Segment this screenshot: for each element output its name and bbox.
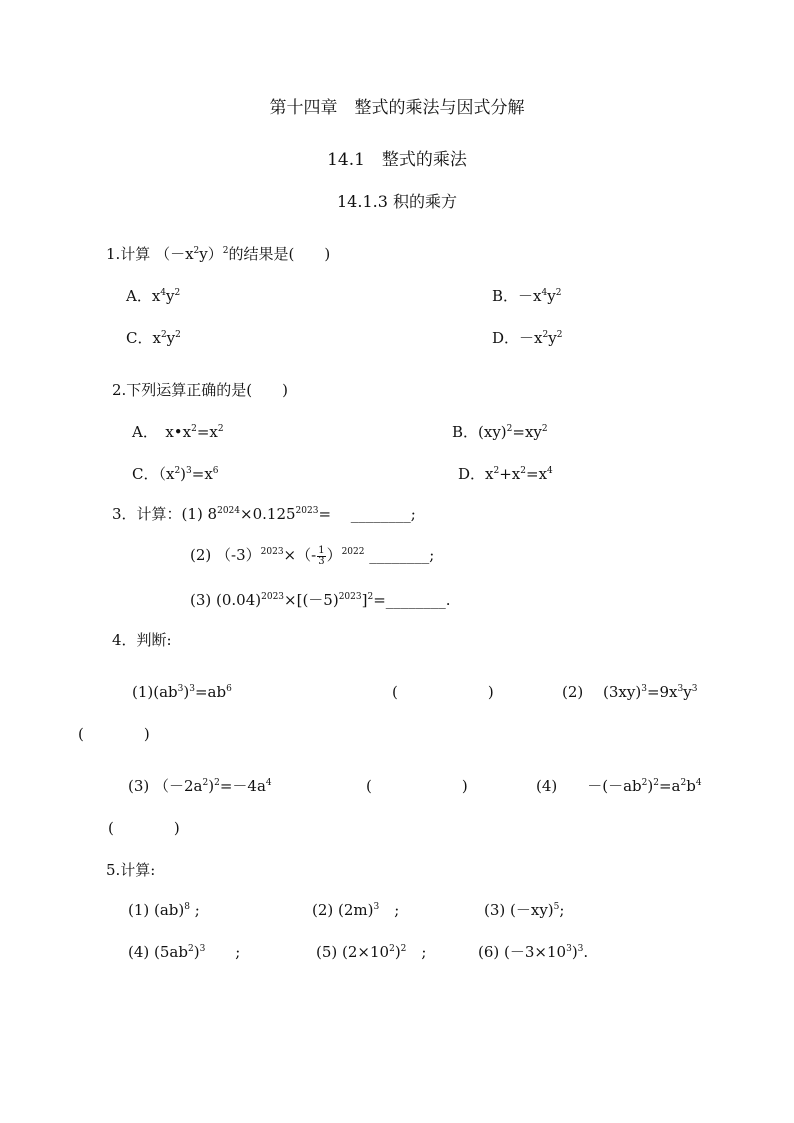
text-run: +x bbox=[499, 465, 521, 483]
q5-item-4 bbox=[128, 942, 240, 962]
superscript: 3 bbox=[189, 684, 195, 694]
superscript: 2 bbox=[222, 246, 229, 256]
superscript: 2 bbox=[400, 944, 407, 954]
superscript: 2023 bbox=[261, 592, 285, 602]
fraction-denominator: 3 bbox=[318, 555, 325, 567]
text-run: ; bbox=[205, 943, 241, 961]
q5-item-2 bbox=[312, 900, 399, 920]
text-run: 1.计算 （－x bbox=[106, 245, 194, 263]
superscript: 2 bbox=[542, 330, 549, 340]
text-run: ; bbox=[559, 901, 565, 919]
text-run: y） bbox=[199, 245, 223, 263]
superscript: 3 bbox=[199, 944, 206, 954]
text-run: =－4a bbox=[219, 777, 266, 795]
section-title: 14.1 整式的乘法 bbox=[327, 150, 467, 170]
superscript: 2022 bbox=[341, 547, 365, 557]
q5-item-3 bbox=[484, 900, 564, 920]
q4-item-2 bbox=[562, 682, 697, 702]
superscript: 2 bbox=[541, 424, 548, 434]
superscript: 2 bbox=[174, 288, 181, 298]
text-run: C．x bbox=[126, 329, 161, 347]
superscript: 2024 bbox=[217, 506, 241, 516]
superscript: 4 bbox=[265, 778, 272, 788]
superscript: 4 bbox=[541, 288, 548, 298]
text-run: . bbox=[583, 943, 589, 961]
q5-item-5 bbox=[316, 942, 426, 962]
superscript: 3 bbox=[641, 684, 647, 694]
superscript: 3 bbox=[373, 902, 380, 912]
text-run: =a bbox=[658, 777, 681, 795]
q5-item-6 bbox=[478, 942, 588, 962]
superscript: 2023 bbox=[260, 547, 284, 557]
superscript: 2 bbox=[520, 466, 526, 476]
superscript: 2 bbox=[214, 778, 220, 788]
text-run: ） bbox=[326, 546, 342, 564]
fraction-one-third bbox=[317, 546, 325, 567]
text-run: (2) (2m) bbox=[312, 901, 374, 919]
superscript: 2 bbox=[367, 592, 374, 602]
text-run: y bbox=[166, 287, 175, 305]
superscript: 8 bbox=[184, 902, 190, 912]
text-run: =x bbox=[196, 423, 218, 441]
q3-part-1 bbox=[112, 504, 416, 524]
text-run: ×0.125 bbox=[240, 505, 296, 523]
q2-option-d bbox=[458, 464, 553, 484]
text-run: B．－x bbox=[492, 287, 542, 305]
text-run: ) bbox=[193, 943, 200, 961]
q2-option-b bbox=[452, 422, 548, 442]
text-run: (1)(ab bbox=[132, 683, 178, 701]
q1-option-d bbox=[492, 328, 562, 348]
text-run: (2) (3xy) bbox=[562, 683, 642, 701]
text-run: 3．计算：(1) 8 bbox=[112, 505, 218, 523]
superscript: 2 bbox=[174, 466, 181, 476]
text-run: ×[(－5) bbox=[284, 591, 339, 609]
q3-part-2 bbox=[190, 545, 434, 567]
superscript: 2 bbox=[389, 944, 395, 954]
superscript: 2 bbox=[191, 424, 197, 434]
text-run: A． x•x bbox=[132, 423, 192, 441]
superscript: 2 bbox=[680, 778, 687, 788]
text-run: (2) （-3） bbox=[190, 546, 261, 564]
text-run: =x bbox=[526, 465, 548, 483]
q4-title: 4．判断: bbox=[112, 631, 172, 649]
text-run: (3) （－2a bbox=[128, 777, 203, 795]
superscript: 3 bbox=[577, 944, 584, 954]
text-run: (3) (0.04) bbox=[190, 591, 262, 609]
q3-part-2-post bbox=[327, 546, 435, 564]
text-run: (6) (－3×10 bbox=[478, 943, 567, 961]
text-run: D．－x bbox=[492, 329, 543, 347]
superscript: 4 bbox=[547, 466, 553, 476]
text-run: b bbox=[686, 777, 696, 795]
text-run: y bbox=[683, 683, 692, 701]
q1-stem bbox=[106, 244, 330, 264]
text-run: ) bbox=[571, 943, 578, 961]
q5-title: 5.计算: bbox=[106, 861, 156, 879]
text-run: y bbox=[548, 329, 557, 347]
text-run: y bbox=[547, 287, 556, 305]
q4-item-4-answer: ( ) bbox=[108, 819, 180, 837]
q1-option-c bbox=[126, 328, 181, 348]
text-run: ) bbox=[647, 777, 654, 795]
q3-part-3 bbox=[190, 590, 451, 610]
superscript: 2 bbox=[506, 424, 513, 434]
superscript: 2 bbox=[217, 424, 224, 434]
superscript: 6 bbox=[226, 684, 232, 694]
q1-option-b bbox=[492, 286, 561, 306]
superscript: 5 bbox=[553, 902, 560, 912]
text-run: =9x bbox=[646, 683, 678, 701]
superscript: 2023 bbox=[295, 506, 319, 516]
text-run: =xy bbox=[512, 423, 542, 441]
text-run: ×（- bbox=[283, 546, 317, 564]
text-run: 的结果是( ) bbox=[228, 245, 331, 263]
text-run: y bbox=[166, 329, 176, 347]
fraction-numerator: 1 bbox=[318, 544, 325, 556]
text-run: ; bbox=[406, 943, 427, 961]
q2-stem: 2.下列运算正确的是( ) bbox=[112, 381, 289, 399]
superscript: 2023 bbox=[338, 592, 362, 602]
text-run: (5) (2×10 bbox=[316, 943, 390, 961]
superscript: 3 bbox=[691, 684, 698, 694]
text-run: (4) －(－ab bbox=[536, 777, 642, 795]
q4-item-2-answer: ( ) bbox=[78, 725, 150, 743]
superscript: 6 bbox=[212, 466, 219, 476]
text-run: (3) (－xy) bbox=[484, 901, 554, 919]
superscript: 2 bbox=[653, 778, 659, 788]
text-run: = ________; bbox=[318, 505, 416, 523]
text-run: =ab bbox=[194, 683, 227, 701]
q4-item-1 bbox=[132, 682, 232, 702]
superscript: 3 bbox=[186, 466, 192, 476]
superscript: 2 bbox=[202, 778, 209, 788]
text-run: ________; bbox=[364, 546, 435, 564]
superscript: 3 bbox=[177, 684, 184, 694]
q3-part-2-pre bbox=[190, 546, 316, 564]
superscript: 2 bbox=[193, 246, 200, 256]
superscript: 2 bbox=[641, 778, 648, 788]
text-run: D．x bbox=[458, 465, 494, 483]
superscript: 3 bbox=[677, 684, 684, 694]
text-run: B．(xy) bbox=[452, 423, 507, 441]
text-run: A．x bbox=[126, 287, 161, 305]
q4-item-3 bbox=[128, 776, 272, 796]
text-run: ] bbox=[361, 591, 368, 609]
q2-option-c bbox=[132, 464, 219, 484]
text-run: =x bbox=[191, 465, 213, 483]
superscript: 2 bbox=[175, 330, 181, 340]
text-run: ; bbox=[379, 901, 400, 919]
superscript: 4 bbox=[695, 778, 702, 788]
text-run: ) bbox=[180, 465, 187, 483]
q4-item-3-answer: ( ) bbox=[366, 777, 468, 795]
text-run: =________. bbox=[373, 591, 451, 609]
text-run: ; bbox=[190, 901, 200, 919]
subsection-title: 14.1.3 积的乘方 bbox=[337, 192, 457, 211]
superscript: 2 bbox=[160, 330, 167, 340]
q4-item-1-answer: ( ) bbox=[392, 683, 494, 701]
q2-option-a bbox=[132, 422, 224, 442]
superscript: 2 bbox=[556, 330, 563, 340]
q1-option-a bbox=[126, 286, 180, 306]
chapter-title: 第十四章 整式的乘法与因式分解 bbox=[269, 98, 525, 118]
superscript: 2 bbox=[187, 944, 194, 954]
superscript: 2 bbox=[493, 466, 500, 476]
superscript: 3 bbox=[566, 944, 572, 954]
text-run: (1) (ab) bbox=[128, 901, 185, 919]
text-run: ) bbox=[183, 683, 190, 701]
text-run: ) bbox=[394, 943, 401, 961]
superscript: 4 bbox=[160, 288, 167, 298]
text-run: C．（x bbox=[132, 465, 175, 483]
q5-item-1 bbox=[128, 900, 200, 920]
text-run: ) bbox=[208, 777, 215, 795]
q4-item-4 bbox=[536, 776, 702, 796]
text-run: (4) (5ab bbox=[128, 943, 188, 961]
superscript: 2 bbox=[555, 288, 562, 298]
